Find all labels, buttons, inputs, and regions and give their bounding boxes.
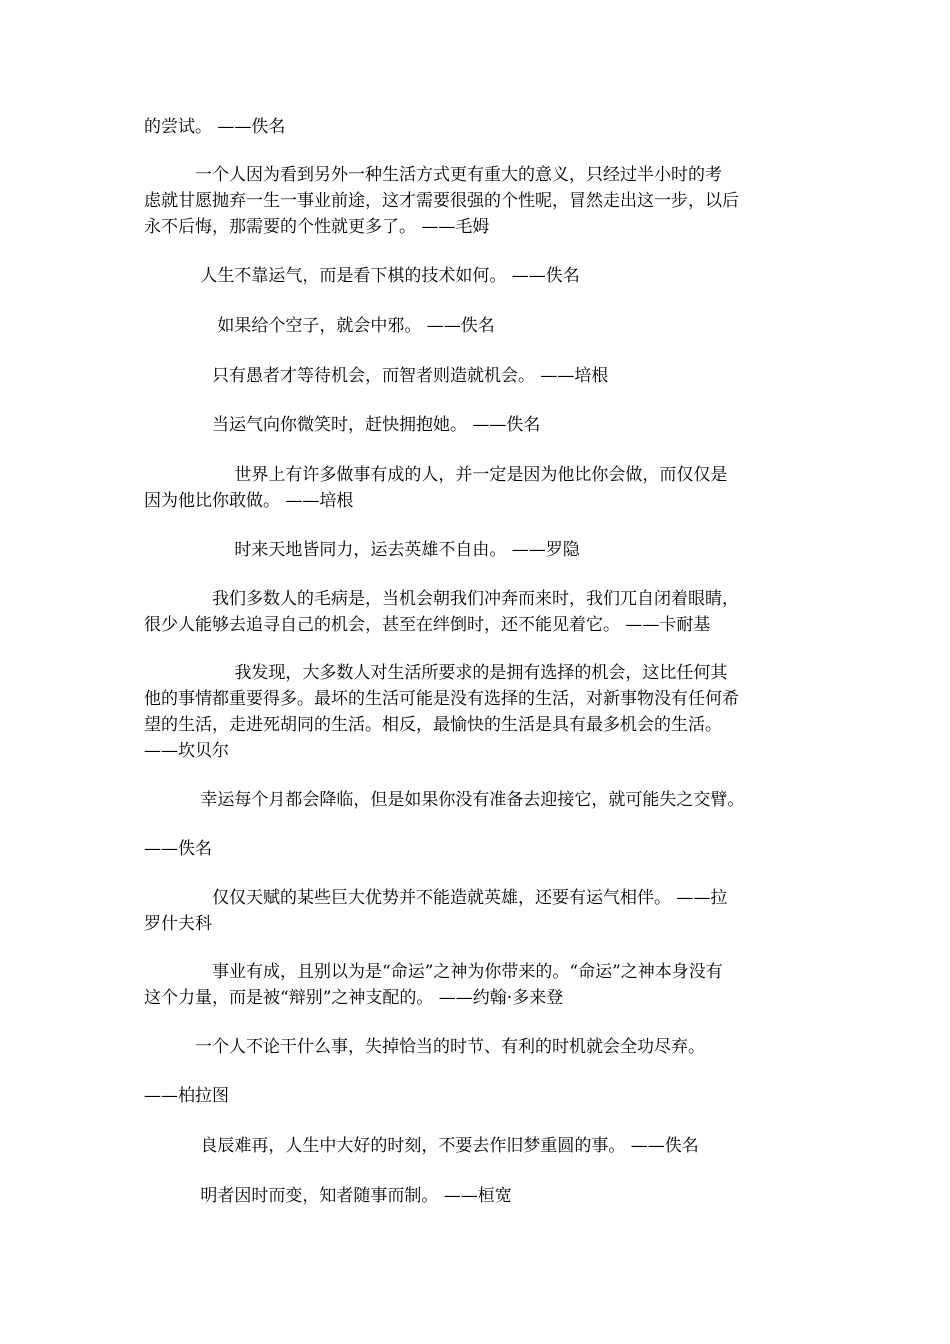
text-line: 因为他比你敢做。 ——培根: [144, 491, 354, 511]
paragraph-10: [144, 660, 814, 764]
text-line: ——佚名: [144, 839, 212, 859]
paragraph-4: [144, 313, 814, 339]
paragraph-14: [144, 959, 814, 1011]
paragraph-7: [144, 462, 814, 514]
text-line: 这个力量，而是被“辩别”之神支配的。 ——约翰·多来登: [144, 988, 564, 1008]
paragraph-11: [144, 787, 814, 813]
text-line: 只有愚者才等待机会，而智者则造就机会。 ——培根: [144, 366, 609, 386]
text-line: ——柏拉图: [144, 1086, 229, 1106]
text-line: 我发现，大多数人对生活所要求的是拥有选择的机会，这比任何其: [144, 663, 728, 683]
text-line: 事业有成，且别以为是“命运”之神为你带来的。“命运”之神本身没有: [144, 962, 723, 982]
text-line: 罗什夫科: [144, 914, 212, 934]
text-line: 人生不靠运气，而是看下棋的技术如何。 ——佚名: [144, 266, 580, 286]
text-line: 当运气向你微笑时，赶快拥抱她。 ——佚名: [144, 415, 541, 435]
text-line: 很少人能够去追寻自己的机会，甚至在绊倒时，还不能见着它。 ——卡耐基: [144, 615, 711, 635]
paragraph-5: [144, 363, 814, 389]
text-line: 明者因时而变，知者随事而制。 ——桓宽: [144, 1186, 512, 1206]
text-line: 仅仅天赋的某些巨大优势并不能造就英雄，还要有运气相伴。 ——拉: [144, 888, 728, 908]
paragraph-8: [144, 537, 814, 563]
text-line: 虑就甘愿抛弃一生一事业前途，这才需要很强的个性呢，冒然走出这一步，以后: [144, 191, 739, 211]
text-line: ——坎贝尔: [144, 741, 229, 761]
text-line: 永不后悔，那需要的个性就更多了。 ——毛姆: [144, 217, 490, 237]
paragraph-18: [144, 1183, 814, 1209]
paragraph-1: [144, 114, 814, 140]
text-line: 时来天地皆同力，运去英雄不自由。 ——罗隐: [144, 540, 580, 560]
text-line: 良辰难再，人生中大好的时刻，不要去作旧梦重圆的事。 ——佚名: [144, 1136, 699, 1156]
text-line: 他的事情都重要得多。最坏的生活可能是没有选择的生活，对新事物没有任何希: [144, 689, 739, 709]
text-line: 如果给个空子，就会中邪。 ——佚名: [144, 316, 495, 336]
text-line: 幸运每个月都会降临，但是如果你没有准备去迎接它，就可能失之交臂。: [144, 790, 745, 810]
paragraph-15: [144, 1034, 814, 1060]
paragraph-12: [144, 836, 814, 862]
text-line: 一个人因为看到另外一种生活方式更有重大的意义，只经过半小时的考: [144, 165, 722, 185]
paragraph-3: [144, 263, 814, 289]
paragraph-6: [144, 412, 814, 438]
text-line: 世界上有许多做事有成的人，并一定是因为他比你会做，而仅仅是: [144, 465, 728, 485]
text-line: 一个人不论干什么事，失掉恰当的时节、有利的时机就会全功尽弃。: [144, 1037, 705, 1057]
text-line: 的尝试。 ——佚名: [144, 117, 286, 137]
paragraph-16: [144, 1083, 814, 1109]
paragraph-13: [144, 885, 814, 937]
paragraph-9: [144, 586, 814, 638]
text-line: 我们多数人的毛病是，当机会朝我们冲奔而来时，我们兀自闭着眼睛，: [144, 589, 739, 609]
paragraph-17: [144, 1133, 814, 1159]
paragraph-2: [144, 162, 814, 240]
text-line: 望的生活，走进死胡同的生活。相反，最愉快的生活是具有最多机会的生活。: [144, 715, 722, 735]
